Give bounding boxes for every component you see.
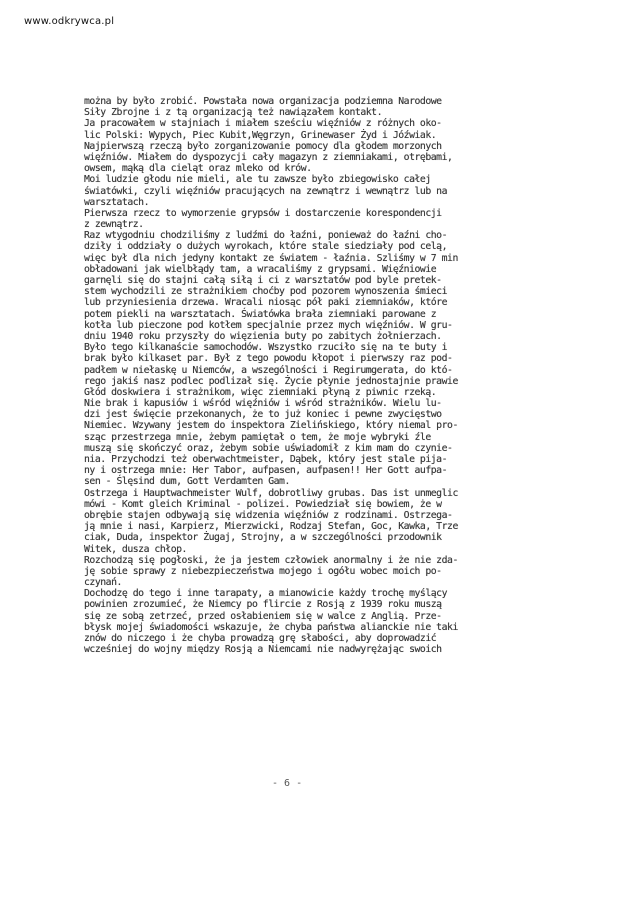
text-line: Niemiec. Wzywany jestem do inspektora Zielińskiego, który niemal pro- [84,420,458,432]
text-line: Nie brak i kapusiów i wśród więźniów i wśród strażników. Wielu lu- [84,398,442,410]
text-line: więźniów. Miałem do dyspozycji cały magazyn z ziemniakami, otrębami, [84,151,453,163]
text-line: lub przyniesienia drzewa. Wracali niosąc pół paki ziemniaków, które [84,297,448,309]
site-watermark: www.odkrywca.pl [24,16,115,27]
text-line: owsem, mąką dla cieląt oraz mleko od krów. [84,163,312,175]
text-line: Siły Zbrojne i z tą organizacją też nawiązałem kontakt. [84,107,383,119]
text-line: stem wychodzili ze strażnikiem choćby pod pozorem wynoszenia śmieci [84,286,448,298]
text-line: dniu 1940 roku przyszły do więzienia buty po zabitych żołnierzach. [84,330,442,342]
text-line: rego jakiś nasz podlec podlizał się. Życie płynie jednostajnie prawie [84,375,458,387]
text-line: dzi jest święcie przekonanych, że to już koniec i pewne zwycięstwo [84,409,442,421]
text-line: ny i ostrzega mnie: Her Tabor, aufpasen, aufpasen!! Her Gott aufpa- [84,465,448,477]
text-line: Raz wtygodniu chodziliśmy z ludźmi do łaźni, ponieważ do łaźni cho- [84,230,448,242]
text-line: Rozchodzą się pogłoski, że ja jestem człowiek anormalny i że nie zda- [84,554,458,566]
text-line: ciak, Duda, inspektor Żugaj, Strojny, a w szczególności przodownik [84,532,442,544]
text-line: Dochodzę do tego i inne tarapaty, a mianowicie każdy trochę myślący [84,588,448,600]
text-line: czynań. [84,577,122,589]
text-line: Witek, dusza chłop. [84,543,187,555]
text-line: z zewnątrz. [84,219,144,231]
text-line: wcześniej do wojny między Rosją a Niemcami nie nadwyrężając swoich [84,644,442,656]
text-line: brak było kilkaset par. Był z tego powodu kłopot i pierwszy raz pod- [84,353,453,365]
text-line: sząc przestrzega mnie, żebym pamiętał o tem, że moje wybryki źle [84,431,431,443]
text-line: Najpierwszą rzeczą było zorganizowanie pomocy dla głodem morzonych [84,140,442,152]
text-line: muszą się skończyć oraz, żebym sobie uświadomił z kim mam do czynie- [84,442,453,454]
text-line: więc był dla nich jedyny kontakt ze światem - łaźnia. Szliśmy w 7 min [84,252,458,264]
text-line: ją mnie i nasi, Karpierz, Mierzwicki, Rodzaj Stefan, Goc, Kawka, Trze [84,521,458,533]
text-line: Ja pracowałem w stajniach i miałem sześciu więźniów z różnych oko- [84,118,442,130]
text-line: padłem w niełaskę u Niemców, a wszególności i Regirumgerata, do któ- [84,364,453,376]
text-line: potem piekli na warsztatach. Światówka brała ziemniaki parowane z [84,308,437,320]
page-number: - 6 - [272,778,303,789]
text-line: Moi ludzie głodu nie mieli, ale tu zawsze było zbiegowisko całej [84,174,431,186]
text-line: znów do niczego i że chyba prowadzą grę słabości, aby doprowadzić [84,633,437,644]
text-line: się ze sobą zetrzeć, przed osłabieniem się w walce z Anglią. Prze- [84,610,442,622]
text-line: Głód doskwiera i strażnikom, więc ziemniaki płyną z piwnic rzeką. [84,386,437,398]
text-line: sen - Ślęsind dum, Gott Verdamten Gam. [84,476,290,488]
text-line: ję sobie sprawy z niebezpieczeństwa mojego i ogółu wobec moich po- [84,565,442,577]
text-line: Pierwsza rzecz to wymorzenie grypsów i dostarczenie korespondencji [84,207,442,219]
text-line: nia. Przychodzi też oberwachtmeister, Dąbek, który jest stale pija- [84,454,448,465]
text-line: warsztatach. [84,196,150,208]
text-line: Było tego kilkanaście samochodów. Wszystko rzuciło się na te buty i [84,342,448,354]
text-line: obładowani jak wielbłądy tam, a wracaliśmy z grypsami. Więźniowie [84,263,437,275]
text-line: garnęli się do stajni całą siłą i ci z warsztatów pod byle pretek- [84,275,442,286]
text-line: błysk mojej świadomości wskazuje, że chyba państwa alianckie nie taki [84,621,458,633]
text-line: obrębie stajen odbywają się widzenia więźniów z rodzinami. Ostrzega- [84,509,453,521]
typescript-body [84,96,618,655]
text-line: lic Polski: Wypych, Piec Kubit,Węgrzyn, Grinewaser Żyd i Jóźwiak. [84,129,437,141]
text-line: mówi - Komt gleich Kriminal - polizei. Powiedział się bowiem, że w [84,498,442,510]
text-line: Ostrzega i Hauptwachmeister Wulf, dobrotliwy grubas. Das ist unmeglic [84,487,458,499]
text-line: można by było zrobić. Powstała nowa organizacja podziemna Narodowe [84,96,442,107]
text-line: światówki, czyli więźniów pracujących na zewnątrz i wewnątrz lub na [84,185,448,197]
text-line: powinien zrozumieć, że Niemcy po flircie z Rosją z 1939 roku muszą [84,599,442,611]
text-line: kotła lub pieczone pod kotłem specjalnie przez mych więźniów. W gru- [84,319,453,331]
text-line: dziły i oddziały o dużych wyrokach, które stale siedziały pod celą, [84,241,448,253]
